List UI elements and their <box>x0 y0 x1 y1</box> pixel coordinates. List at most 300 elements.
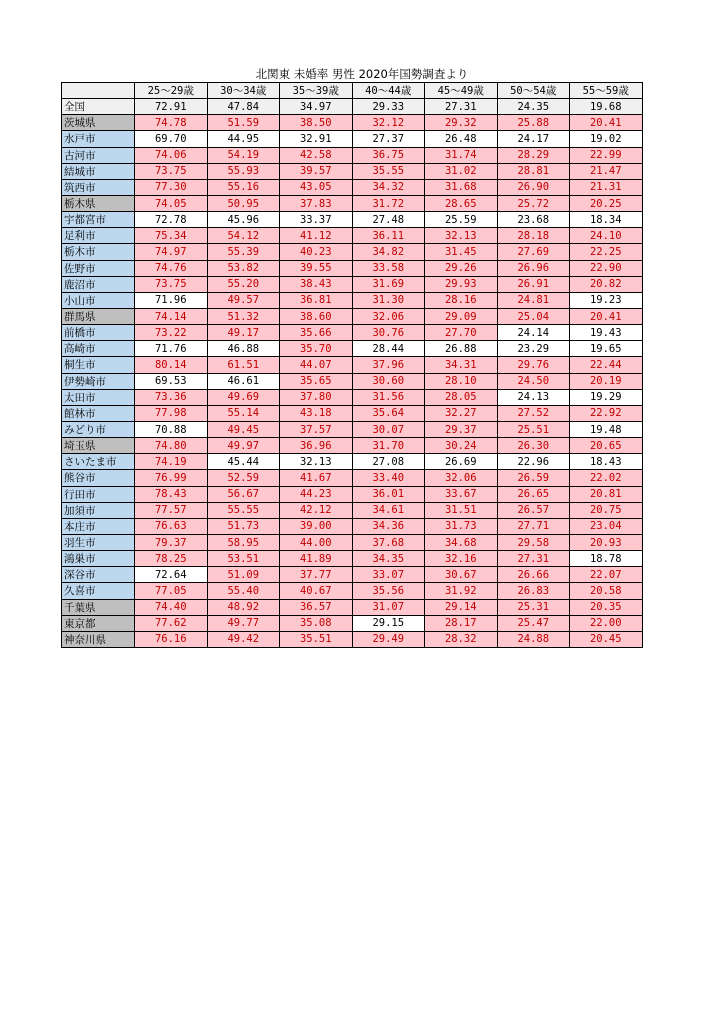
value-cell: 46.88 <box>207 341 280 357</box>
table-row <box>62 292 643 308</box>
column-header: 25〜29歳 <box>135 83 208 99</box>
value-cell: 28.18 <box>497 228 570 244</box>
region-name-cell: 本庄市 <box>62 518 135 534</box>
value-cell: 37.83 <box>280 195 353 211</box>
region-name-cell: 埼玉県 <box>62 438 135 454</box>
value-cell: 37.68 <box>352 534 425 550</box>
value-cell: 36.81 <box>280 292 353 308</box>
value-cell: 20.19 <box>570 373 643 389</box>
region-name-cell: 茨城県 <box>62 115 135 131</box>
value-cell: 51.73 <box>207 518 280 534</box>
region-name-cell: 群馬県 <box>62 308 135 324</box>
value-cell: 18.78 <box>570 551 643 567</box>
value-cell: 78.25 <box>135 551 208 567</box>
value-cell: 33.07 <box>352 567 425 583</box>
value-cell: 18.34 <box>570 212 643 228</box>
value-cell: 19.02 <box>570 131 643 147</box>
region-name-cell: 桐生市 <box>62 357 135 373</box>
value-cell: 72.64 <box>135 567 208 583</box>
value-cell: 42.12 <box>280 502 353 518</box>
value-cell: 71.76 <box>135 341 208 357</box>
region-name-cell: 神奈川県 <box>62 631 135 647</box>
value-cell: 80.14 <box>135 357 208 373</box>
value-cell: 74.40 <box>135 599 208 615</box>
value-cell: 26.69 <box>425 454 498 470</box>
value-cell: 22.90 <box>570 260 643 276</box>
value-cell: 44.00 <box>280 534 353 550</box>
value-cell: 19.48 <box>570 421 643 437</box>
value-cell: 73.22 <box>135 325 208 341</box>
region-name-cell: 足利市 <box>62 228 135 244</box>
value-cell: 56.67 <box>207 486 280 502</box>
value-cell: 37.77 <box>280 567 353 583</box>
value-cell: 58.95 <box>207 534 280 550</box>
value-cell: 55.55 <box>207 502 280 518</box>
table-row <box>62 438 643 454</box>
value-cell: 29.14 <box>425 599 498 615</box>
value-cell: 29.15 <box>352 615 425 631</box>
value-cell: 43.18 <box>280 405 353 421</box>
value-cell: 36.11 <box>352 228 425 244</box>
value-cell: 22.92 <box>570 405 643 421</box>
region-name-cell: 鹿沼市 <box>62 276 135 292</box>
value-cell: 51.32 <box>207 308 280 324</box>
column-header: 50〜54歳 <box>497 83 570 99</box>
value-cell: 22.00 <box>570 615 643 631</box>
table-header-row <box>62 83 643 99</box>
value-cell: 29.49 <box>352 631 425 647</box>
value-cell: 47.84 <box>207 99 280 115</box>
value-cell: 29.58 <box>497 534 570 550</box>
value-cell: 37.80 <box>280 389 353 405</box>
value-cell: 54.19 <box>207 147 280 163</box>
value-cell: 35.66 <box>280 325 353 341</box>
table-row <box>62 325 643 341</box>
column-header: 45〜49歳 <box>425 83 498 99</box>
region-name-cell: 結城市 <box>62 163 135 179</box>
value-cell: 34.31 <box>425 357 498 373</box>
value-cell: 32.13 <box>425 228 498 244</box>
value-cell: 27.37 <box>352 131 425 147</box>
value-cell: 32.91 <box>280 131 353 147</box>
table-row <box>62 195 643 211</box>
value-cell: 49.77 <box>207 615 280 631</box>
value-cell: 32.12 <box>352 115 425 131</box>
value-cell: 35.56 <box>352 583 425 599</box>
value-cell: 55.39 <box>207 244 280 260</box>
value-cell: 31.68 <box>425 179 498 195</box>
value-cell: 40.23 <box>280 244 353 260</box>
value-cell: 28.17 <box>425 615 498 631</box>
value-cell: 29.26 <box>425 260 498 276</box>
table-row <box>62 115 643 131</box>
value-cell: 35.70 <box>280 341 353 357</box>
column-header: 55〜59歳 <box>570 83 643 99</box>
value-cell: 28.05 <box>425 389 498 405</box>
value-cell: 25.51 <box>497 421 570 437</box>
value-cell: 27.71 <box>497 518 570 534</box>
value-cell: 34.68 <box>425 534 498 550</box>
value-cell: 24.50 <box>497 373 570 389</box>
value-cell: 37.57 <box>280 421 353 437</box>
value-cell: 27.08 <box>352 454 425 470</box>
value-cell: 22.96 <box>497 454 570 470</box>
value-cell: 26.91 <box>497 276 570 292</box>
table-row <box>62 583 643 599</box>
value-cell: 31.30 <box>352 292 425 308</box>
value-cell: 38.60 <box>280 308 353 324</box>
value-cell: 74.76 <box>135 260 208 276</box>
value-cell: 36.57 <box>280 599 353 615</box>
value-cell: 19.65 <box>570 341 643 357</box>
table-row <box>62 405 643 421</box>
value-cell: 72.78 <box>135 212 208 228</box>
region-name-cell: 久喜市 <box>62 583 135 599</box>
value-cell: 74.06 <box>135 147 208 163</box>
value-cell: 30.07 <box>352 421 425 437</box>
value-cell: 25.31 <box>497 599 570 615</box>
value-cell: 44.07 <box>280 357 353 373</box>
value-cell: 74.78 <box>135 115 208 131</box>
region-name-cell: 太田市 <box>62 389 135 405</box>
value-cell: 77.62 <box>135 615 208 631</box>
value-cell: 51.59 <box>207 115 280 131</box>
value-cell: 69.70 <box>135 131 208 147</box>
value-cell: 20.82 <box>570 276 643 292</box>
region-name-cell: 東京都 <box>62 615 135 631</box>
value-cell: 34.32 <box>352 179 425 195</box>
value-cell: 79.37 <box>135 534 208 550</box>
value-cell: 20.25 <box>570 195 643 211</box>
value-cell: 28.32 <box>425 631 498 647</box>
value-cell: 28.29 <box>497 147 570 163</box>
value-cell: 19.29 <box>570 389 643 405</box>
value-cell: 31.72 <box>352 195 425 211</box>
column-header: 35〜39歳 <box>280 83 353 99</box>
value-cell: 74.05 <box>135 195 208 211</box>
region-name-cell: さいたま市 <box>62 454 135 470</box>
value-cell: 27.52 <box>497 405 570 421</box>
value-cell: 20.45 <box>570 631 643 647</box>
value-cell: 71.96 <box>135 292 208 308</box>
value-cell: 26.57 <box>497 502 570 518</box>
value-cell: 24.35 <box>497 99 570 115</box>
table-row <box>62 470 643 486</box>
value-cell: 19.43 <box>570 325 643 341</box>
value-cell: 34.35 <box>352 551 425 567</box>
value-cell: 34.61 <box>352 502 425 518</box>
table-row <box>62 518 643 534</box>
region-name-cell: 館林市 <box>62 405 135 421</box>
region-name-cell: 小山市 <box>62 292 135 308</box>
value-cell: 27.31 <box>497 551 570 567</box>
value-cell: 18.43 <box>570 454 643 470</box>
value-cell: 55.16 <box>207 179 280 195</box>
value-cell: 23.04 <box>570 518 643 534</box>
value-cell: 30.67 <box>425 567 498 583</box>
value-cell: 55.20 <box>207 276 280 292</box>
region-name-cell: 行田市 <box>62 486 135 502</box>
table-row <box>62 567 643 583</box>
value-cell: 19.68 <box>570 99 643 115</box>
value-cell: 26.30 <box>497 438 570 454</box>
value-cell: 29.09 <box>425 308 498 324</box>
value-cell: 36.75 <box>352 147 425 163</box>
value-cell: 41.67 <box>280 470 353 486</box>
value-cell: 76.99 <box>135 470 208 486</box>
value-cell: 43.05 <box>280 179 353 195</box>
value-cell: 49.45 <box>207 421 280 437</box>
value-cell: 29.32 <box>425 115 498 131</box>
value-cell: 76.16 <box>135 631 208 647</box>
table-row <box>62 244 643 260</box>
table-row <box>62 308 643 324</box>
value-cell: 30.76 <box>352 325 425 341</box>
value-cell: 27.69 <box>497 244 570 260</box>
value-cell: 30.60 <box>352 373 425 389</box>
value-cell: 54.12 <box>207 228 280 244</box>
table-row <box>62 228 643 244</box>
value-cell: 20.75 <box>570 502 643 518</box>
region-name-cell: みどり市 <box>62 421 135 437</box>
value-cell: 31.51 <box>425 502 498 518</box>
region-name-cell: 全国 <box>62 99 135 115</box>
value-cell: 19.23 <box>570 292 643 308</box>
value-cell: 77.98 <box>135 405 208 421</box>
value-cell: 74.80 <box>135 438 208 454</box>
value-cell: 27.31 <box>425 99 498 115</box>
value-cell: 72.91 <box>135 99 208 115</box>
table-row <box>62 615 643 631</box>
value-cell: 73.36 <box>135 389 208 405</box>
region-name-cell: 羽生市 <box>62 534 135 550</box>
value-cell: 28.65 <box>425 195 498 211</box>
value-cell: 35.51 <box>280 631 353 647</box>
value-cell: 41.89 <box>280 551 353 567</box>
value-cell: 31.92 <box>425 583 498 599</box>
value-cell: 32.16 <box>425 551 498 567</box>
value-cell: 74.14 <box>135 308 208 324</box>
value-cell: 29.37 <box>425 421 498 437</box>
region-name-cell: 佐野市 <box>62 260 135 276</box>
value-cell: 21.47 <box>570 163 643 179</box>
value-cell: 29.33 <box>352 99 425 115</box>
value-cell: 27.48 <box>352 212 425 228</box>
value-cell: 25.72 <box>497 195 570 211</box>
value-cell: 22.44 <box>570 357 643 373</box>
value-cell: 55.40 <box>207 583 280 599</box>
value-cell: 31.70 <box>352 438 425 454</box>
region-name-cell: 古河市 <box>62 147 135 163</box>
table-row <box>62 373 643 389</box>
value-cell: 23.68 <box>497 212 570 228</box>
value-cell: 30.24 <box>425 438 498 454</box>
value-cell: 38.43 <box>280 276 353 292</box>
value-cell: 51.09 <box>207 567 280 583</box>
table-row <box>62 631 643 647</box>
value-cell: 36.01 <box>352 486 425 502</box>
value-cell: 22.02 <box>570 470 643 486</box>
region-name-cell: 栃木市 <box>62 244 135 260</box>
value-cell: 38.50 <box>280 115 353 131</box>
value-cell: 26.65 <box>497 486 570 502</box>
value-cell: 44.23 <box>280 486 353 502</box>
table-row <box>62 357 643 373</box>
table-row <box>62 147 643 163</box>
value-cell: 25.47 <box>497 615 570 631</box>
value-cell: 41.12 <box>280 228 353 244</box>
value-cell: 53.51 <box>207 551 280 567</box>
region-name-cell: 千葉県 <box>62 599 135 615</box>
value-cell: 74.19 <box>135 454 208 470</box>
value-cell: 33.40 <box>352 470 425 486</box>
value-cell: 55.93 <box>207 163 280 179</box>
value-cell: 26.88 <box>425 341 498 357</box>
value-cell: 52.59 <box>207 470 280 486</box>
value-cell: 77.57 <box>135 502 208 518</box>
value-cell: 31.07 <box>352 599 425 615</box>
table-row <box>62 551 643 567</box>
table-row <box>62 276 643 292</box>
value-cell: 77.05 <box>135 583 208 599</box>
value-cell: 26.96 <box>497 260 570 276</box>
value-cell: 34.36 <box>352 518 425 534</box>
value-cell: 23.29 <box>497 341 570 357</box>
value-cell: 31.73 <box>425 518 498 534</box>
value-cell: 74.97 <box>135 244 208 260</box>
value-cell: 49.69 <box>207 389 280 405</box>
table-row <box>62 389 643 405</box>
value-cell: 35.55 <box>352 163 425 179</box>
value-cell: 34.82 <box>352 244 425 260</box>
value-cell: 31.45 <box>425 244 498 260</box>
corner-cell <box>62 83 135 99</box>
value-cell: 35.64 <box>352 405 425 421</box>
value-cell: 36.96 <box>280 438 353 454</box>
table-row <box>62 341 643 357</box>
value-cell: 24.17 <box>497 131 570 147</box>
value-cell: 31.56 <box>352 389 425 405</box>
value-cell: 29.93 <box>425 276 498 292</box>
table-row <box>62 599 643 615</box>
value-cell: 24.10 <box>570 228 643 244</box>
value-cell: 20.81 <box>570 486 643 502</box>
value-cell: 75.34 <box>135 228 208 244</box>
value-cell: 45.96 <box>207 212 280 228</box>
region-name-cell: 熊谷市 <box>62 470 135 486</box>
value-cell: 48.92 <box>207 599 280 615</box>
value-cell: 61.51 <box>207 357 280 373</box>
value-cell: 24.13 <box>497 389 570 405</box>
value-cell: 49.42 <box>207 631 280 647</box>
value-cell: 20.93 <box>570 534 643 550</box>
region-name-cell: 前橋市 <box>62 325 135 341</box>
value-cell: 49.57 <box>207 292 280 308</box>
value-cell: 26.83 <box>497 583 570 599</box>
value-cell: 22.25 <box>570 244 643 260</box>
value-cell: 25.88 <box>497 115 570 131</box>
region-name-cell: 加須市 <box>62 502 135 518</box>
value-cell: 28.44 <box>352 341 425 357</box>
value-cell: 37.96 <box>352 357 425 373</box>
value-cell: 44.95 <box>207 131 280 147</box>
value-cell: 24.14 <box>497 325 570 341</box>
value-cell: 31.69 <box>352 276 425 292</box>
value-cell: 20.58 <box>570 583 643 599</box>
value-cell: 39.00 <box>280 518 353 534</box>
value-cell: 78.43 <box>135 486 208 502</box>
value-cell: 20.65 <box>570 438 643 454</box>
value-cell: 28.16 <box>425 292 498 308</box>
region-name-cell: 高崎市 <box>62 341 135 357</box>
value-cell: 73.75 <box>135 163 208 179</box>
marriage-rate-table <box>61 82 643 648</box>
value-cell: 24.88 <box>497 631 570 647</box>
value-cell: 31.02 <box>425 163 498 179</box>
region-name-cell: 鴻巣市 <box>62 551 135 567</box>
value-cell: 28.10 <box>425 373 498 389</box>
value-cell: 35.65 <box>280 373 353 389</box>
value-cell: 24.81 <box>497 292 570 308</box>
value-cell: 46.61 <box>207 373 280 389</box>
value-cell: 35.08 <box>280 615 353 631</box>
value-cell: 50.95 <box>207 195 280 211</box>
value-cell: 33.58 <box>352 260 425 276</box>
value-cell: 39.55 <box>280 260 353 276</box>
value-cell: 32.27 <box>425 405 498 421</box>
value-cell: 26.48 <box>425 131 498 147</box>
value-cell: 20.41 <box>570 308 643 324</box>
region-name-cell: 伊勢崎市 <box>62 373 135 389</box>
value-cell: 22.99 <box>570 147 643 163</box>
table-row <box>62 212 643 228</box>
value-cell: 28.81 <box>497 163 570 179</box>
table-row <box>62 502 643 518</box>
value-cell: 33.37 <box>280 212 353 228</box>
table-row <box>62 179 643 195</box>
table-row <box>62 131 643 147</box>
value-cell: 39.57 <box>280 163 353 179</box>
region-name-cell: 宇都宮市 <box>62 212 135 228</box>
value-cell: 32.13 <box>280 454 353 470</box>
region-name-cell: 筑西市 <box>62 179 135 195</box>
value-cell: 26.90 <box>497 179 570 195</box>
value-cell: 32.06 <box>352 308 425 324</box>
value-cell: 33.67 <box>425 486 498 502</box>
value-cell: 25.59 <box>425 212 498 228</box>
column-header: 40〜44歳 <box>352 83 425 99</box>
table-row <box>62 260 643 276</box>
value-cell: 76.63 <box>135 518 208 534</box>
region-name-cell: 水戸市 <box>62 131 135 147</box>
value-cell: 34.97 <box>280 99 353 115</box>
value-cell: 77.30 <box>135 179 208 195</box>
value-cell: 27.70 <box>425 325 498 341</box>
region-name-cell: 深谷市 <box>62 567 135 583</box>
value-cell: 73.75 <box>135 276 208 292</box>
value-cell: 31.74 <box>425 147 498 163</box>
table-row <box>62 99 643 115</box>
value-cell: 55.14 <box>207 405 280 421</box>
value-cell: 21.31 <box>570 179 643 195</box>
page-title: 北関東 未婚率 男性 2020年国勢調査より <box>255 67 469 81</box>
table-row <box>62 421 643 437</box>
table-row <box>62 454 643 470</box>
value-cell: 25.04 <box>497 308 570 324</box>
value-cell: 20.35 <box>570 599 643 615</box>
value-cell: 69.53 <box>135 373 208 389</box>
table-row <box>62 486 643 502</box>
